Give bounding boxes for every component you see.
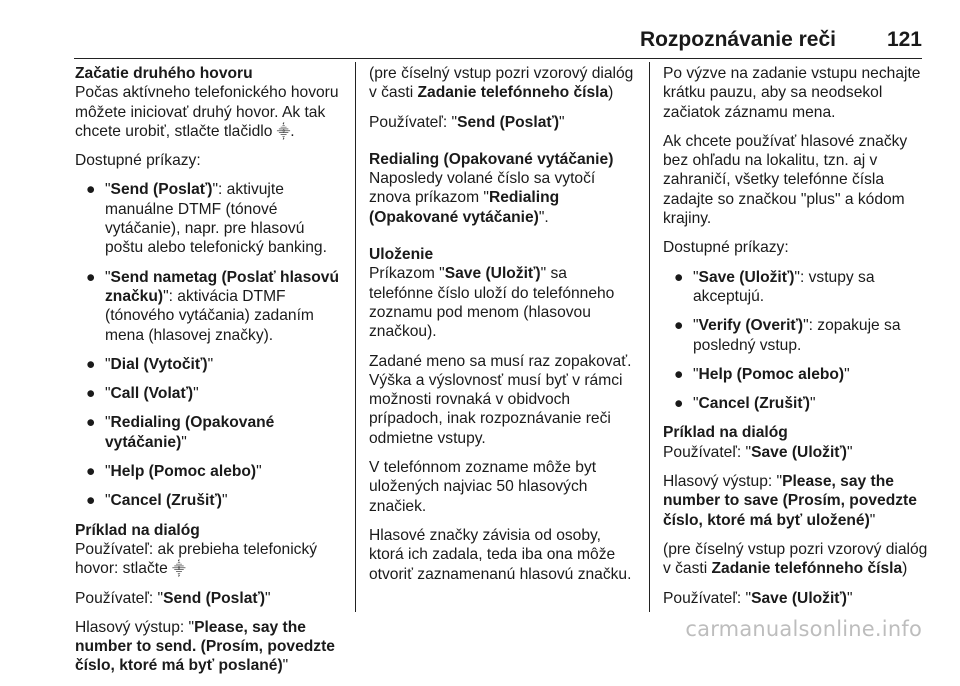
bullet-icon: ● — [674, 395, 684, 413]
watermark: carmanualsonline.info — [685, 617, 922, 641]
header-rule — [74, 58, 922, 59]
column-2 — [369, 64, 635, 594]
section-heading: Uloženie — [369, 246, 434, 264]
list-item: ● "Dial (Vytočiť)" — [86, 355, 214, 373]
paragraph: Používateľ: "Send (Poslať)" — [75, 589, 271, 607]
bullet-icon: ● — [86, 181, 96, 199]
list-item: ● "Redialing (Opakované vytáčanie)" — [86, 414, 275, 451]
command-list — [75, 180, 343, 510]
paragraph: Dostupné príkazy: — [663, 239, 789, 257]
paragraph: Hlasový výstup: "Please, say the number to send. (Prosím, povedzte číslo, ktoré má byť poslané)" — [75, 618, 335, 675]
bullet-icon: ● — [86, 463, 96, 481]
command-list — [663, 268, 933, 414]
list-item: ● "Send nametag (Poslať hlasovú značku)": aktivácia DTMF (tónového vytáčania) zadaním mena (hlasovej značky). — [86, 268, 339, 344]
column-divider — [355, 62, 356, 612]
list-item: ● "Call (Volať)" — [86, 385, 199, 403]
bullet-icon: ● — [674, 317, 684, 335]
paragraph: (pre číselný vstup pozri vzorový dialóg v časti Zadanie telefónneho čísla) — [369, 65, 634, 102]
list-item: ● "Send (Poslať)": aktivujte manuálne DTMF (tónové vytáčanie), napr. pre hlasovú poštu alebo telefonický banking. — [86, 181, 327, 257]
paragraph: Používateľ: ak prebieha telefonický hovor: stlačte ⸎ — [75, 540, 318, 578]
page-number: 121 — [886, 28, 922, 51]
column-1 — [75, 64, 343, 686]
paragraph: Po výzve na zadanie vstupu nechajte krátku pauzu, aby sa neodsekol začiatok záznamu mena. — [663, 65, 921, 121]
bullet-icon: ● — [86, 492, 96, 510]
list-item: ● "Cancel (Zrušiť)" — [674, 395, 816, 413]
section-heading: Začatie druhého hovoru — [75, 65, 253, 82]
paragraph: Zadané meno sa musí raz zopakovať. Výška a výslovnosť musí byť v rámci možnosti rovnaká v obidvoch prípadoch, inak rozpoznávanie reči odmietne vstupy. — [369, 352, 632, 447]
paragraph: Hlasové značky závisia od osoby, ktorá ich zadala, teda iba ona môže otvoriť zaznamenanú hlasovú značku. — [369, 526, 632, 583]
bullet-icon: ● — [674, 268, 684, 286]
section-heading: Príklad na dialóg — [75, 521, 200, 539]
list-item: ● "Save (Uložiť)": vstupy sa akceptujú. — [674, 268, 875, 305]
paragraph: Dostupné príkazy: — [75, 152, 201, 170]
page-header — [0, 22, 960, 62]
paragraph: Používateľ: "Save (Uložiť)" — [663, 443, 853, 461]
bullet-icon: ● — [674, 365, 684, 383]
list-item: ● "Verify (Overiť)": zopakuje sa posledný vstup. — [674, 317, 901, 354]
bullet-icon: ● — [86, 355, 96, 373]
paragraph: V telefónnom zozname môže byt uložených najviac 50 hlasových značiek. — [369, 459, 597, 515]
paragraph: Príkazom "Save (Uložiť)" sa telefónne číslo uloží do telefónneho zoznamu pod menom (hlasovou značkou). — [369, 265, 615, 341]
bullet-icon: ● — [86, 385, 96, 403]
list-item: ● "Help (Pomoc alebo)" — [86, 463, 262, 481]
paragraph: Počas aktívneho telefonického hovoru môžete iniciovať druhý hovor. Ak tak chcete urobiť, stlačte tlačidlo ⸎. — [75, 84, 339, 140]
phone-call-icon: ⸎ — [172, 561, 186, 577]
bullet-icon: ● — [86, 414, 96, 432]
column-divider — [649, 62, 650, 612]
paragraph: Ak chcete používať hlasové značky bez ohľadu na lokalitu, tzn. aj v zahraničí, všetky telefónne čísla zadajte so značkou "plus" a kódom krajiny. — [663, 132, 908, 228]
column-3 — [663, 64, 933, 618]
paragraph: Používateľ: "Send (Poslať)" — [369, 113, 565, 131]
paragraph: Naposledy volané číslo sa vytočí znova príkazom "Redialing (Opakované vytáčanie)". — [369, 170, 596, 226]
paragraph: (pre číselný vstup pozri vzorový dialóg v časti Zadanie telefónneho čísla) — [663, 540, 928, 578]
paragraph: Hlasový výstup: "Please, say the number to save (Prosím, povedzte číslo, ktoré má byť uložené)" — [663, 473, 917, 529]
section-heading: Príklad na dialóg — [663, 424, 788, 442]
page-title: Rozpoznávanie reči — [639, 28, 836, 51]
bullet-icon: ● — [86, 268, 96, 286]
list-item: ● "Cancel (Zrušiť)" — [86, 492, 228, 510]
paragraph: Používateľ: "Save (Uložiť)" — [663, 589, 853, 607]
phone-call-icon: ⸎ — [276, 123, 291, 139]
list-item: ● "Help (Pomoc alebo)" — [674, 365, 850, 383]
section-heading: Redialing (Opakované vytáčanie) — [369, 150, 614, 168]
